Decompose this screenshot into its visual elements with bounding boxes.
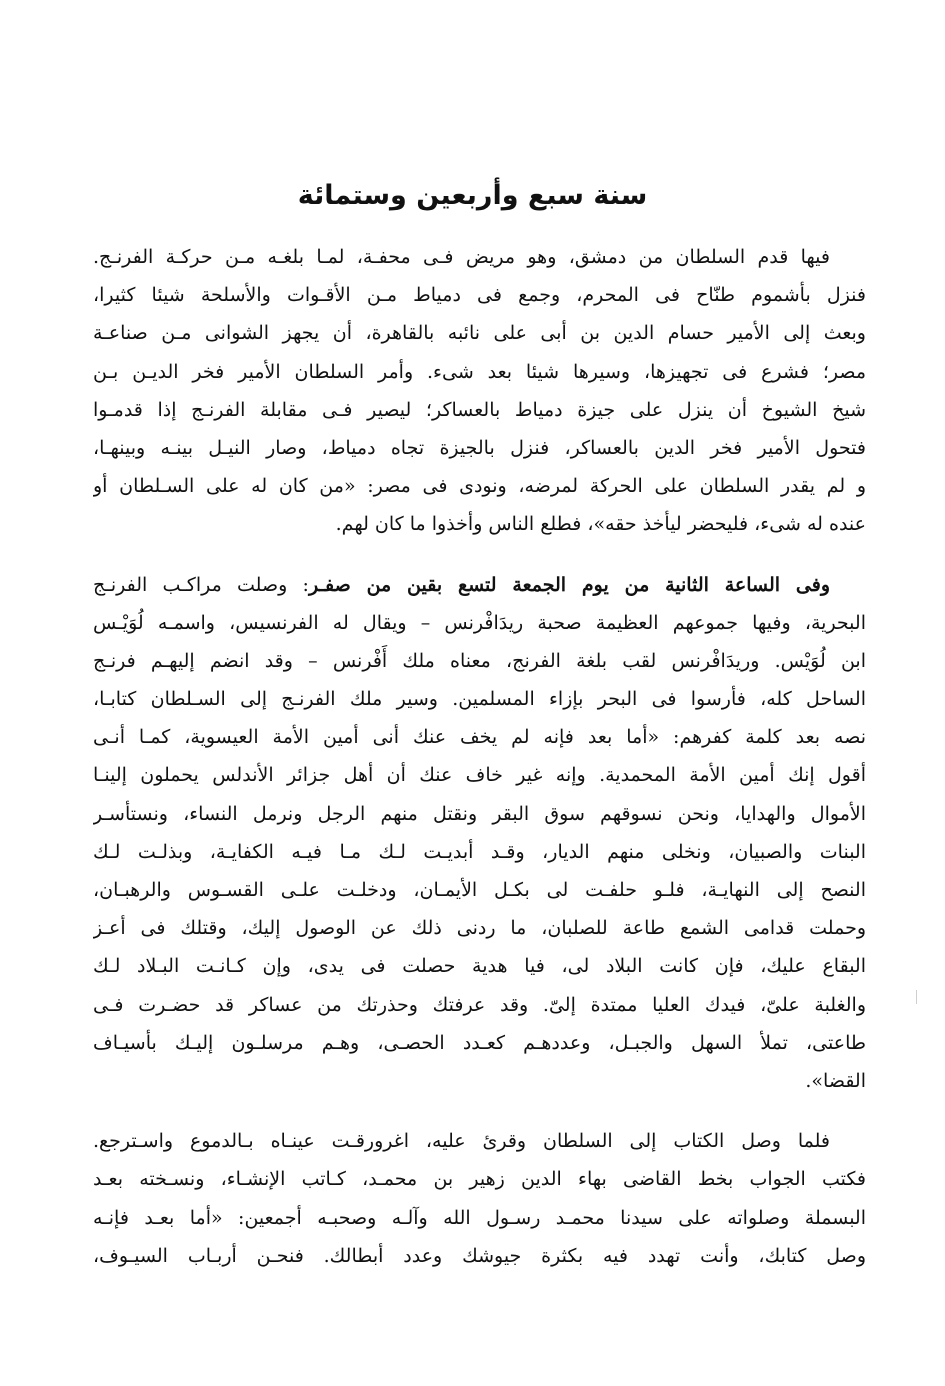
paragraph-1 bbox=[93, 238, 866, 544]
text-line: فتحول الأمير فخر الدين بالعساكر، فنزل بالجيزة تجاه دمياط، وصار النيـل بينـه وبينهـا، bbox=[93, 436, 866, 459]
scan-edge-mark bbox=[916, 990, 917, 1004]
text-line: وحملت قدامى الشمع طاعة للصلبان، ما ردنى ذلك عن الوصول إليك، وقتلك فى أعـز bbox=[93, 917, 866, 940]
text-line bbox=[93, 566, 866, 604]
body-text bbox=[93, 238, 866, 1275]
section-heading: سنة سبع وأربعين وستمائة bbox=[297, 180, 648, 211]
bold-date-phrase: وفى الساعة الثانية من يوم الجمعة لتسع بقين من صفـر bbox=[308, 573, 830, 596]
text-line: والغلبة علىّ، فيدك العليا ممتدة إلىّ. وقد عرفتك وحذرتك من عساكر قد حضـرت فـى bbox=[93, 993, 866, 1016]
text-line: البحرية، وفيها جموعهم العظيمة صحبة ريدَافْرنس – ويقال له الفرنسيس، واسمـه لُوَيْـس bbox=[93, 611, 866, 634]
text-line: الساحل كله، فأرسوا فى البحر بإزاء المسلمين. وسير ملك الفرنـج إلى السـلطان كتابـا، bbox=[93, 688, 866, 711]
text-line: مصر؛ فشرع فى تجهيزها، وسيرها شيئا بعد شىء. وأمر السلطان الأمير فخر الديـن بـن bbox=[93, 360, 866, 383]
text-line: الأموال والهدايا، ونحن نسوقهم سوق البقر ونقتل منهم الرجل ونرمل النساء، ونستأسـر bbox=[93, 802, 866, 825]
text-line: البنات والصبيان، ونخلى منهم الديار، وقـد أبديـت لـك مـا فيـه الكفايـة، وبذلـت لـك bbox=[93, 840, 866, 863]
text-line: القضا». bbox=[805, 1069, 866, 1092]
text-line: البقاع عليك، فإن كانت البلاد لى، فيا هدية حصلت فى يدى، وإن كـانـت البـلاد لـك bbox=[93, 955, 866, 978]
paragraph-3 bbox=[93, 1122, 866, 1275]
text-line: طاعتى، تملأ السهل والجبـل، وعددهـم كعـدد الحصـى، وهـم مرسلـون إليـك بأسيـاف bbox=[93, 1031, 866, 1054]
text-line: أقول إنك أمين الأمة المحمدية. وإنه غير خاف عنك أن أهل جزائر الأندلس يحملون إلينـا bbox=[93, 764, 866, 787]
paragraph-2 bbox=[93, 566, 866, 1101]
text-line: نصه بعد كلمة كفرهم: «أما بعد فإنه لم يخف عنك أنى أمين الأمة العيسوية، كمـا أنـى bbox=[93, 726, 866, 749]
text-line: فيها قدم السلطان من دمشق، وهو مريض فـى محفـة، لمـا بلغـه مـن حركـة الفرنـج. bbox=[93, 246, 830, 268]
text-line: وبعث إلى الأمير حسام الدين بن أبى على نائبه بالقاهرة، أن يجهز الشوانى مـن صناعـة bbox=[93, 322, 866, 345]
text-line: فكتب الجواب بخط القاضى بهاء الدين زهير بن محمـد، كـاتب الإنشـاء، ونسـخته بعـد bbox=[93, 1168, 866, 1191]
text-line: عنده له شىء، فليحضر ليأخذ حقه»، فطلع الناس وأخذوا ما كان لهم. bbox=[335, 513, 866, 536]
text-line: فنزل بأشموم طنّاح فى المحرم، وجمع فى دمياط مـن الأقـوات والأسلحة شيئا كثيرا، bbox=[93, 284, 866, 307]
text-line: البسملة وصلواته على سيدنا محمـد رسـول الله وآلـه وصحبـه أجمعين: «أما بعـد فإنـه bbox=[93, 1206, 866, 1229]
text-line: النصح إلى النهايـة، فلـو حلفـت لى بكـل الأيمـان، ودخلـت علـى القسـوس والرهبـان، bbox=[93, 879, 866, 901]
text-line: شيخ الشيوخ أن ينزل على جيزة دمياط بالعساكر؛ ليصير فـى مقابلة الفرنـج إذا قدمـوا bbox=[93, 398, 866, 421]
text-line: وصل كتابك، وأنت تهدد فيه بكثرة جيوشك وعدد أبطالك. فنحـن أربـاب السيـوف، bbox=[93, 1244, 866, 1267]
text-line: و لم يقدر السلطان على الحركة لمرضه، ونودى فى مصر: «من كان له على السـلطان أو bbox=[93, 475, 866, 498]
text-line: ابن لُوَيْس. وريدَافْرنس لقب بلغة الفرنج، معناه ملك أَفْرنس – وقد انضم إليهـم فرنـج bbox=[93, 649, 866, 672]
text-line: فلما وصل الكتاب إلى السلطان وقرئ عليه، اغرورقـت عينـاه بـالدموع واسـترجع. bbox=[93, 1130, 830, 1153]
lead-rest: : وصلت مراكـب الفرنـج bbox=[93, 573, 309, 596]
